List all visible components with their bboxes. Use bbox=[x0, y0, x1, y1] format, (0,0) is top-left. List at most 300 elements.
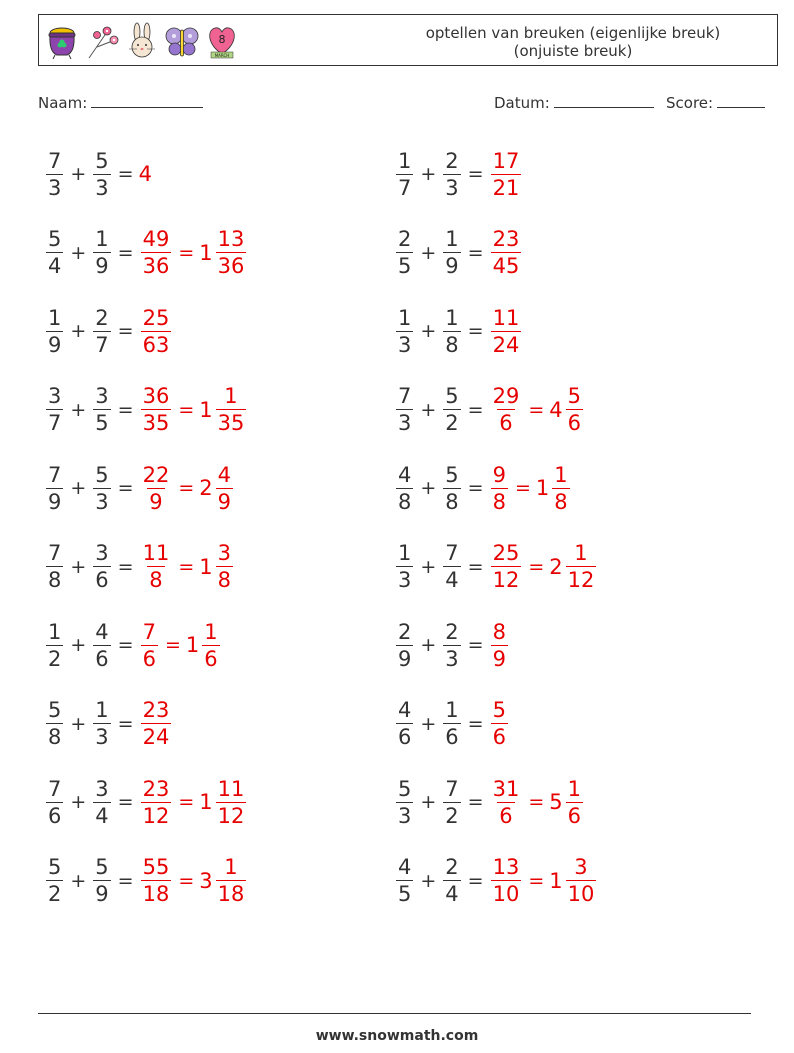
answer-fraction bbox=[491, 462, 508, 515]
answer-fraction bbox=[491, 619, 508, 672]
equals-sign: = bbox=[467, 712, 484, 735]
answer-fraction-numerator: 9 bbox=[492, 462, 506, 487]
mixed-denominator: 10 bbox=[567, 882, 595, 906]
mixed-fraction bbox=[566, 776, 583, 829]
answer-fraction-denominator: 24 bbox=[492, 332, 520, 357]
addend-2 bbox=[93, 854, 110, 907]
answer-fraction bbox=[141, 305, 172, 358]
addend-1-denominator: 7 bbox=[48, 411, 62, 435]
addend-2 bbox=[443, 619, 460, 672]
addend-1-denominator: 5 bbox=[398, 254, 412, 278]
addend-2 bbox=[93, 619, 110, 672]
mixed-numerator: 1 bbox=[567, 776, 581, 801]
plus-sign: + bbox=[420, 398, 437, 421]
plus-sign: + bbox=[420, 712, 437, 735]
answer-fraction-denominator: 12 bbox=[142, 803, 170, 828]
addend-2-denominator: 2 bbox=[445, 803, 459, 828]
problem-10 bbox=[394, 453, 572, 523]
addend-2-numerator: 1 bbox=[445, 305, 459, 330]
name-label: Naam: bbox=[38, 94, 88, 112]
equals-sign: = bbox=[117, 241, 134, 264]
addend-1-numerator: 4 bbox=[398, 462, 412, 487]
equals-sign: = bbox=[117, 712, 134, 735]
addend-2 bbox=[93, 462, 110, 515]
answer-fraction bbox=[141, 697, 172, 750]
answer-fraction-denominator: 10 bbox=[492, 882, 520, 906]
addend-2-numerator: 5 bbox=[95, 148, 109, 173]
problem-15 bbox=[44, 689, 173, 759]
problem-9 bbox=[44, 453, 235, 523]
answer-fraction bbox=[491, 305, 522, 358]
addend-2-numerator: 4 bbox=[95, 619, 109, 644]
addend-1-denominator: 5 bbox=[398, 882, 412, 906]
addend-2 bbox=[443, 305, 460, 358]
answer-fraction bbox=[491, 540, 522, 593]
date-blank bbox=[554, 93, 654, 108]
header-icons bbox=[45, 21, 239, 61]
answer-fraction-numerator: 23 bbox=[492, 227, 520, 251]
equals-sign-answer: = bbox=[178, 398, 195, 421]
addend-1 bbox=[396, 854, 413, 907]
answer-fraction-numerator: 31 bbox=[492, 776, 520, 801]
addend-1-denominator: 9 bbox=[48, 332, 62, 357]
answer-fraction-numerator: 5 bbox=[492, 698, 506, 722]
plus-sign: + bbox=[70, 869, 87, 892]
addend-2-denominator: 4 bbox=[445, 568, 459, 592]
answer-fraction-numerator: 23 bbox=[142, 776, 170, 801]
flowers-icon bbox=[85, 22, 119, 60]
plus-sign: + bbox=[70, 241, 87, 264]
addend-2-denominator: 5 bbox=[95, 411, 109, 435]
equals-sign: = bbox=[467, 241, 484, 264]
problem-6 bbox=[394, 296, 523, 366]
addend-2-numerator: 7 bbox=[445, 776, 459, 801]
equals-sign: = bbox=[467, 320, 484, 342]
equals-sign: = bbox=[117, 320, 134, 342]
addend-2-denominator: 4 bbox=[445, 882, 459, 906]
answer-fraction-numerator: 23 bbox=[142, 698, 170, 722]
addend-2 bbox=[93, 697, 110, 750]
problem-16 bbox=[394, 689, 510, 759]
addend-1 bbox=[396, 462, 413, 515]
addend-2-numerator: 3 bbox=[95, 541, 109, 565]
mixed-denominator: 12 bbox=[567, 568, 595, 592]
answer-fraction-numerator: 55 bbox=[142, 855, 170, 879]
answer-fraction bbox=[141, 540, 172, 593]
mixed-fraction bbox=[566, 383, 583, 436]
addend-1 bbox=[46, 383, 63, 436]
date-field bbox=[494, 93, 654, 112]
equals-sign: = bbox=[117, 634, 134, 656]
plus-sign: + bbox=[420, 555, 437, 578]
addend-2-numerator: 1 bbox=[445, 227, 459, 251]
answer-fraction-numerator: 22 bbox=[142, 462, 170, 487]
addend-2-numerator: 2 bbox=[95, 305, 109, 330]
mixed-denominator: 6 bbox=[567, 411, 581, 435]
addend-1-numerator: 5 bbox=[398, 776, 412, 801]
addend-1-denominator: 3 bbox=[398, 803, 412, 828]
answer-fraction bbox=[491, 697, 508, 750]
answer-fraction-denominator: 12 bbox=[492, 568, 520, 592]
mixed-whole: 1 bbox=[535, 476, 550, 500]
butterfly-icon bbox=[165, 22, 199, 60]
addend-2 bbox=[93, 305, 110, 358]
plus-sign: + bbox=[420, 634, 437, 656]
problem-18 bbox=[394, 767, 585, 837]
addend-2 bbox=[93, 148, 110, 201]
addend-1 bbox=[396, 776, 413, 829]
addend-1-numerator: 5 bbox=[48, 227, 62, 251]
answer-fraction bbox=[141, 776, 172, 829]
addend-1-numerator: 4 bbox=[398, 698, 412, 722]
addend-2 bbox=[93, 540, 110, 593]
equals-sign: = bbox=[117, 163, 134, 185]
answer-fraction-denominator: 24 bbox=[142, 725, 170, 749]
addend-1-denominator: 8 bbox=[48, 568, 62, 592]
equals-sign: = bbox=[467, 163, 484, 185]
addend-2-denominator: 3 bbox=[445, 175, 459, 200]
answer-fraction-denominator: 9 bbox=[492, 646, 506, 671]
addend-2-denominator: 8 bbox=[445, 332, 459, 357]
problem-3 bbox=[44, 218, 248, 288]
equals-sign-answer: = bbox=[514, 477, 531, 499]
plus-sign: + bbox=[420, 791, 437, 813]
title-line-1: optellen van breuken (eigenlijke breuk) bbox=[425, 24, 721, 42]
addend-1-numerator: 7 bbox=[398, 384, 412, 408]
addend-1-denominator: 7 bbox=[398, 175, 412, 200]
mixed-whole: 4 bbox=[549, 397, 563, 422]
answer-fraction-numerator: 7 bbox=[142, 619, 156, 644]
mixed-denominator: 6 bbox=[567, 803, 581, 828]
addend-1-denominator: 6 bbox=[48, 803, 62, 828]
score-blank bbox=[717, 93, 765, 108]
equals-sign: = bbox=[117, 555, 134, 578]
answer-fraction-numerator: 11 bbox=[142, 541, 170, 565]
addend-1 bbox=[46, 462, 63, 515]
footer-divider bbox=[38, 1013, 751, 1014]
addend-1 bbox=[396, 697, 413, 750]
answer-fraction-denominator: 6 bbox=[142, 646, 156, 671]
answer-fraction-denominator: 6 bbox=[499, 411, 513, 435]
answer-fraction-denominator: 18 bbox=[142, 882, 170, 906]
mixed-whole: 1 bbox=[549, 868, 563, 893]
equals-sign: = bbox=[467, 634, 484, 656]
addend-1-numerator: 1 bbox=[398, 305, 412, 330]
answer-fraction-denominator: 45 bbox=[492, 254, 520, 278]
addend-2-numerator: 2 bbox=[445, 148, 459, 173]
mixed-denominator: 18 bbox=[217, 882, 245, 906]
addend-2-denominator: 3 bbox=[445, 646, 459, 671]
addend-2-denominator: 9 bbox=[95, 882, 109, 906]
addend-1 bbox=[46, 305, 63, 358]
mixed-numerator: 3 bbox=[574, 855, 588, 879]
addend-2-numerator: 1 bbox=[95, 227, 109, 251]
score-label: Score: bbox=[666, 94, 714, 112]
addend-2-denominator: 6 bbox=[95, 646, 109, 671]
answer-fraction bbox=[141, 226, 172, 279]
addend-1-numerator: 4 bbox=[398, 855, 412, 879]
mixed-denominator: 36 bbox=[217, 254, 245, 278]
addend-1-numerator: 1 bbox=[48, 305, 62, 330]
addend-2-denominator: 9 bbox=[445, 254, 459, 278]
addend-1-numerator: 3 bbox=[48, 384, 62, 408]
addend-1 bbox=[396, 148, 413, 201]
equals-sign: = bbox=[117, 791, 134, 813]
answer-fraction-numerator: 17 bbox=[492, 148, 520, 173]
addend-1-numerator: 5 bbox=[48, 698, 62, 722]
mixed-denominator: 12 bbox=[217, 803, 245, 828]
worksheet-header bbox=[38, 14, 778, 66]
addend-2-numerator: 2 bbox=[445, 619, 459, 644]
mixed-denominator: 9 bbox=[217, 489, 231, 514]
equals-sign: = bbox=[467, 555, 484, 578]
plus-sign: + bbox=[70, 634, 87, 656]
addend-1 bbox=[46, 148, 63, 201]
plus-sign: + bbox=[70, 477, 87, 499]
answer-fraction-numerator: 49 bbox=[142, 227, 170, 251]
plus-sign: + bbox=[420, 241, 437, 264]
mixed-numerator: 4 bbox=[217, 462, 231, 487]
addend-1-numerator: 5 bbox=[48, 855, 62, 879]
plus-sign: + bbox=[70, 320, 87, 342]
answer-fraction bbox=[491, 854, 522, 907]
answer-fraction bbox=[141, 854, 172, 907]
mixed-numerator: 13 bbox=[217, 227, 245, 251]
equals-sign-answer: = bbox=[178, 869, 195, 892]
addend-1-denominator: 9 bbox=[48, 489, 62, 514]
mixed-denominator: 6 bbox=[204, 646, 218, 671]
mixed-numerator: 1 bbox=[554, 462, 568, 487]
addend-2-numerator: 2 bbox=[445, 855, 459, 879]
heart-number: 8 bbox=[218, 33, 226, 46]
problem-17 bbox=[44, 767, 248, 837]
answer-fraction-numerator: 13 bbox=[492, 855, 520, 879]
answer-fraction-numerator: 11 bbox=[492, 305, 520, 330]
answer-fraction bbox=[141, 383, 172, 436]
mixed-whole: 1 bbox=[185, 633, 200, 657]
addend-2-numerator: 1 bbox=[445, 698, 459, 722]
addend-2 bbox=[443, 540, 460, 593]
addend-1-denominator: 3 bbox=[398, 411, 412, 435]
answer-fraction-denominator: 6 bbox=[492, 725, 506, 749]
mixed-whole: 3 bbox=[199, 868, 213, 893]
problem-11 bbox=[44, 532, 235, 602]
addend-1 bbox=[396, 226, 413, 279]
addend-1-numerator: 1 bbox=[398, 148, 412, 173]
mixed-numerator: 3 bbox=[217, 541, 231, 565]
addend-1-denominator: 3 bbox=[398, 568, 412, 592]
equals-sign-answer: = bbox=[164, 634, 181, 656]
name-blank bbox=[91, 93, 203, 108]
equals-sign-answer: = bbox=[178, 791, 195, 813]
addend-2-numerator: 7 bbox=[445, 541, 459, 565]
addend-2-numerator: 5 bbox=[445, 462, 459, 487]
addend-2-numerator: 1 bbox=[95, 698, 109, 722]
addend-2-denominator: 3 bbox=[95, 175, 109, 200]
plus-sign: + bbox=[70, 712, 87, 735]
mixed-whole: 2 bbox=[549, 554, 563, 579]
plus-sign: + bbox=[420, 163, 437, 185]
addend-1-denominator: 2 bbox=[48, 646, 62, 671]
mixed-whole: 1 bbox=[199, 397, 213, 422]
addend-1 bbox=[46, 619, 63, 672]
mixed-whole: 1 bbox=[199, 790, 213, 814]
addend-1-numerator: 1 bbox=[48, 619, 62, 644]
answer-fraction-denominator: 35 bbox=[142, 411, 170, 435]
equals-sign-answer: = bbox=[528, 869, 545, 892]
addend-2 bbox=[443, 697, 460, 750]
addend-1 bbox=[396, 305, 413, 358]
answer-fraction-denominator: 21 bbox=[492, 175, 520, 200]
pot-of-gold-icon bbox=[45, 22, 79, 60]
answer-fraction-denominator: 63 bbox=[142, 332, 170, 357]
mixed-fraction bbox=[216, 226, 247, 279]
title-line-2: (onjuiste breuk) bbox=[513, 42, 633, 60]
addend-2-denominator: 3 bbox=[95, 489, 109, 514]
addend-1-denominator: 8 bbox=[398, 489, 412, 514]
mixed-fraction bbox=[216, 383, 247, 436]
addend-2 bbox=[443, 854, 460, 907]
mixed-numerator: 1 bbox=[574, 541, 588, 565]
problem-2 bbox=[394, 139, 523, 209]
problem-8 bbox=[394, 375, 585, 445]
problem-1 bbox=[44, 139, 153, 209]
equals-sign: = bbox=[467, 477, 484, 499]
addend-1-numerator: 2 bbox=[398, 227, 412, 251]
mixed-fraction bbox=[216, 540, 233, 593]
mixed-fraction bbox=[216, 462, 233, 515]
mixed-whole: 5 bbox=[549, 790, 563, 814]
addend-2-denominator: 6 bbox=[445, 725, 459, 749]
answer-fraction-numerator: 8 bbox=[492, 619, 506, 644]
bunny-icon bbox=[125, 22, 159, 60]
answer-fraction-denominator: 8 bbox=[492, 489, 506, 514]
addend-1-numerator: 1 bbox=[398, 541, 412, 565]
addend-2 bbox=[443, 383, 460, 436]
addend-1-denominator: 3 bbox=[48, 175, 62, 200]
equals-sign-answer: = bbox=[178, 477, 195, 499]
mixed-numerator: 11 bbox=[217, 776, 245, 801]
addend-1-denominator: 4 bbox=[48, 254, 62, 278]
answer-fraction-denominator: 6 bbox=[499, 803, 513, 828]
answer-fraction-numerator: 29 bbox=[492, 384, 520, 408]
answer-fraction bbox=[491, 148, 522, 201]
addend-2-numerator: 5 bbox=[95, 462, 109, 487]
addend-2 bbox=[443, 462, 460, 515]
addend-1-denominator: 2 bbox=[48, 882, 62, 906]
equals-sign: = bbox=[117, 477, 134, 499]
addend-1 bbox=[46, 226, 63, 279]
addend-2 bbox=[443, 148, 460, 201]
answer-fraction bbox=[491, 776, 522, 829]
plus-sign: + bbox=[420, 320, 437, 342]
answer-fraction-denominator: 8 bbox=[149, 568, 163, 592]
plus-sign: + bbox=[70, 555, 87, 578]
mixed-whole: 1 bbox=[199, 554, 213, 579]
addend-2 bbox=[93, 776, 110, 829]
answer-fraction bbox=[491, 226, 522, 279]
mixed-numerator: 1 bbox=[224, 384, 238, 408]
equals-sign-answer: = bbox=[528, 791, 545, 813]
name-field bbox=[38, 93, 203, 112]
answer-fraction bbox=[491, 383, 522, 436]
equals-sign: = bbox=[467, 791, 484, 813]
answer-fraction bbox=[141, 619, 158, 672]
addend-1 bbox=[46, 540, 63, 593]
mixed-fraction bbox=[552, 462, 569, 515]
problem-12 bbox=[394, 532, 598, 602]
score-field bbox=[666, 93, 765, 112]
addend-2-denominator: 7 bbox=[95, 332, 109, 357]
addend-1-numerator: 2 bbox=[398, 619, 412, 644]
mixed-fraction bbox=[202, 619, 219, 672]
addend-2 bbox=[93, 226, 110, 279]
addend-1-numerator: 7 bbox=[48, 148, 62, 173]
addend-1 bbox=[396, 383, 413, 436]
problem-4 bbox=[394, 218, 523, 288]
addend-2 bbox=[93, 383, 110, 436]
plus-sign: + bbox=[70, 163, 87, 185]
plus-sign: + bbox=[70, 398, 87, 421]
answer-fraction-denominator: 36 bbox=[142, 254, 170, 278]
footer-url: www.snowmath.com bbox=[315, 1028, 479, 1044]
addend-2-denominator: 4 bbox=[95, 803, 109, 828]
addend-2-denominator: 6 bbox=[95, 568, 109, 592]
problem-7 bbox=[44, 375, 248, 445]
addend-2-numerator: 5 bbox=[445, 384, 459, 408]
problem-19 bbox=[44, 846, 248, 916]
addend-2-denominator: 3 bbox=[95, 725, 109, 749]
equals-sign: = bbox=[467, 869, 484, 892]
equals-sign: = bbox=[117, 869, 134, 892]
mixed-whole: 2 bbox=[199, 476, 213, 500]
answer-whole: 4 bbox=[138, 162, 152, 186]
addend-1-denominator: 6 bbox=[398, 725, 412, 749]
problem-20 bbox=[394, 846, 598, 916]
plus-sign: + bbox=[70, 791, 87, 813]
mixed-numerator: 1 bbox=[224, 855, 238, 879]
equals-sign-answer: = bbox=[178, 555, 195, 578]
equals-sign: = bbox=[117, 398, 134, 421]
problem-13 bbox=[44, 610, 222, 680]
addend-2-numerator: 3 bbox=[95, 776, 109, 801]
date-label: Datum: bbox=[494, 94, 550, 112]
addend-2 bbox=[443, 776, 460, 829]
mixed-denominator: 8 bbox=[554, 489, 568, 514]
mixed-denominator: 35 bbox=[217, 411, 245, 435]
addend-1 bbox=[46, 697, 63, 750]
addend-1-denominator: 8 bbox=[48, 725, 62, 749]
march-8-heart-icon bbox=[205, 22, 239, 60]
equals-sign-answer: = bbox=[528, 555, 545, 578]
addend-2-numerator: 5 bbox=[95, 855, 109, 879]
addend-2-denominator: 8 bbox=[445, 489, 459, 514]
mixed-denominator: 8 bbox=[217, 568, 231, 592]
addend-1-denominator: 3 bbox=[398, 332, 412, 357]
addend-2-numerator: 3 bbox=[95, 384, 109, 408]
addend-1-numerator: 7 bbox=[48, 776, 62, 801]
answer-fraction-numerator: 25 bbox=[492, 541, 520, 565]
addend-1-numerator: 7 bbox=[48, 541, 62, 565]
mixed-fraction bbox=[216, 776, 247, 829]
answer-fraction-denominator: 9 bbox=[149, 489, 163, 514]
addend-2 bbox=[443, 226, 460, 279]
mixed-fraction bbox=[566, 540, 597, 593]
mixed-numerator: 5 bbox=[567, 384, 581, 408]
answer-fraction bbox=[141, 462, 172, 515]
mixed-fraction bbox=[216, 854, 247, 907]
equals-sign-answer: = bbox=[178, 241, 195, 264]
